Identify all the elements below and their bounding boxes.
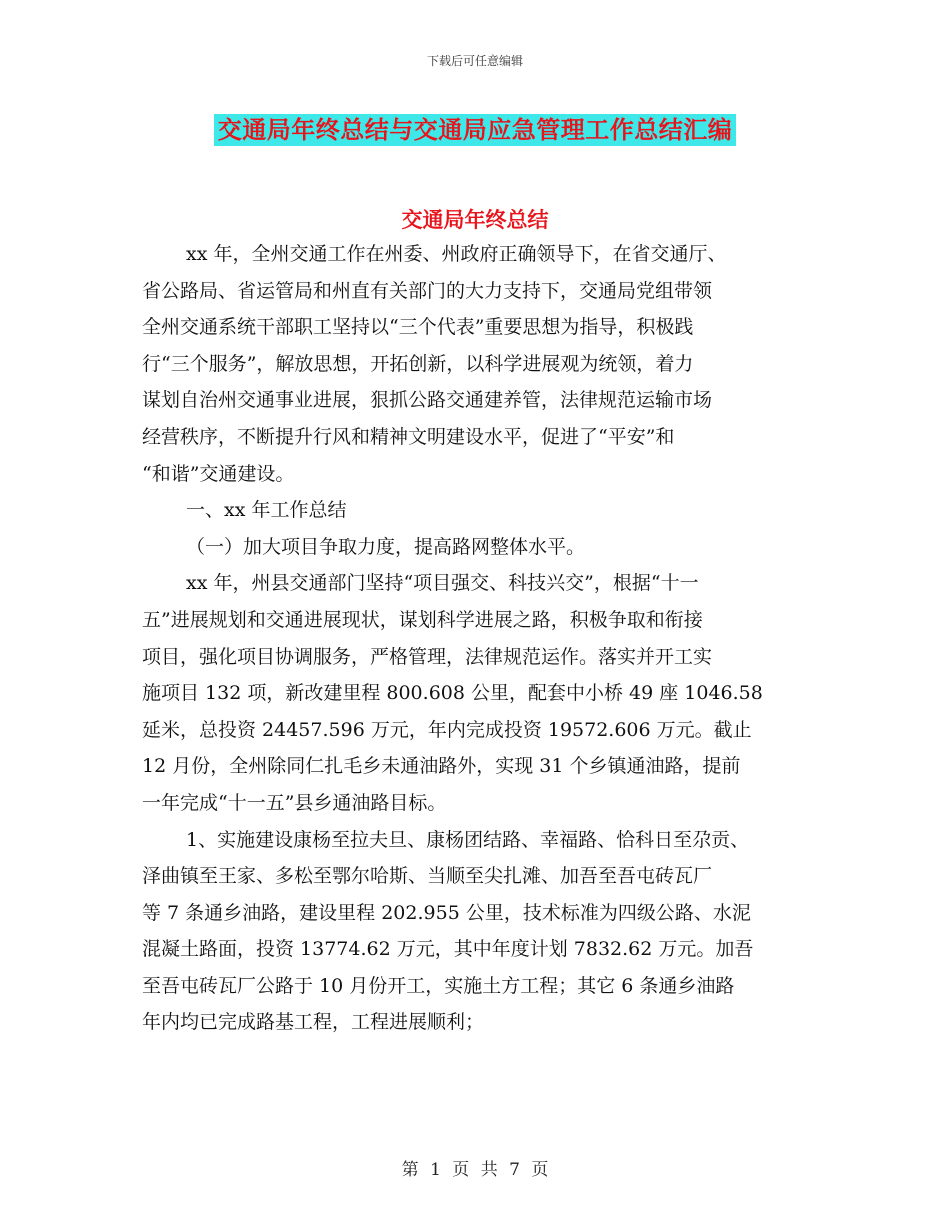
heading-line: 一、xx 年工作总结 [186, 499, 347, 522]
subheading-line: （一）加大项目争取力度，提高路网整体水平。 [186, 535, 586, 558]
paragraph-line: 1、实施建设康杨至拉夫旦、康杨团结路、幸福路、恰科日至尕贡、 [186, 828, 750, 851]
main-title-container [0, 114, 950, 146]
paragraph-line: 至吾屯砖瓦厂公路于 10 月份开工，实施土方工程；其它 6 条通乡油路 [142, 974, 735, 997]
paragraph-line: 施项目 132 项，新改建里程 800.608 公里，配套中小桥 49 座 1046.58 [142, 682, 763, 705]
paragraph-line: 混凝土路面，投资 13774.62 万元，其中年度计划 7832.62 万元。加吾 [142, 938, 754, 961]
page-header-note: 下载后可任意编辑 [426, 54, 523, 68]
paragraph-line: 经营秩序，不断提升行风和精神文明建设水平，促进了“平安”和 [142, 425, 675, 448]
paragraph-line: 一年完成“十一五”县乡通油路目标。 [142, 791, 447, 814]
paragraph-line: 省公路局、省运管局和州直有关部门的大力支持下，交通局党组带领 [142, 279, 713, 302]
paragraph-line: 等 7 条通乡油路，建设里程 202.955 公里，技术标准为四级公路、水泥 [142, 901, 751, 924]
paragraph-line: xx 年，州县交通部门坚持“项目强交、科技兴交”，根据“十一 [186, 572, 699, 595]
paragraph-line: 五”进展规划和交通进展现状，谋划科学进展之路，积极争取和衔接 [142, 608, 703, 631]
paragraph-line: 行“三个服务”，解放思想，开拓创新，以科学进展观为统领，着力 [142, 352, 694, 375]
paragraph-line: 泽曲镇至王家、多松至鄂尔哈斯、当顺至尖扎滩、加吾至吾屯砖瓦厂 [142, 865, 713, 888]
section-title: 交通局年终总结 [401, 207, 549, 232]
paragraph-line: “和谐”交通建设。 [142, 462, 295, 485]
body-text [142, 236, 822, 1041]
paragraph-line: 延米，总投资 24457.596 万元，年内完成投资 19572.606 万元。截止 [142, 718, 752, 741]
main-title: 交通局年终总结与交通局应急管理工作总结汇编 [214, 114, 737, 146]
paragraph-line: 年内均已完成路基工程，工程进展顺利； [142, 1011, 485, 1034]
paragraph-line: xx 年，全州交通工作在州委、州政府正确领导下，在省交通厅、 [186, 243, 727, 265]
paragraph-line: 12 月份，全州除同仁扎毛乡未通油路外，实现 31 个乡镇通油路，提前 [142, 755, 741, 778]
paragraph-line: 全州交通系统干部职工坚持以“三个代表”重要思想为指导，积极践 [142, 316, 694, 339]
paragraph-line: 谋划自治州交通事业进展，狠抓公路交通建养管，法律规范运输市场 [142, 389, 713, 412]
page-number: 第 1 页 共 7 页 [401, 1160, 549, 1180]
paragraph-line: 项目，强化项目协调服务，严格管理，法律规范运作。落实并开工实 [142, 645, 713, 668]
